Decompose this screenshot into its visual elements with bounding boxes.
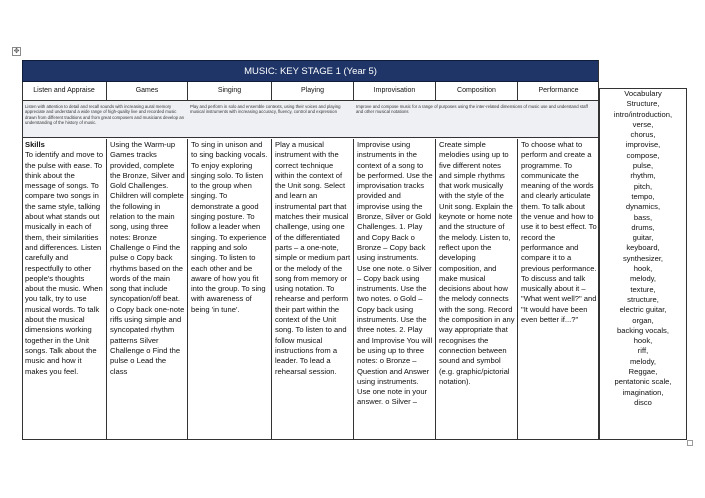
vocabulary-item: melody, — [629, 356, 657, 366]
cell-games — [106, 139, 187, 440]
music-curriculum-table — [22, 60, 687, 440]
header-improvisation: Improvisation — [353, 82, 435, 100]
vocabulary-item: hook, — [633, 336, 653, 346]
vocabulary-item: hook, — [633, 264, 653, 274]
vocabulary-item: bass, — [633, 212, 653, 222]
vocabulary-item: riff, — [637, 346, 649, 356]
header-singing: Singing — [187, 82, 271, 100]
vocabulary-item: compose, — [626, 150, 660, 160]
cell-games-text: Using the Warm-up Games tracks provided, complete the Bronze, Silver and Gold Challenges. Children will complete the following in relation to the main song, using three notes: Bronze Challenge o Find the pulse o Copy back rhythms based on the words of the main song that include syncopation/off beat. o Copy back one-note riffs using simple and syncopated rhythm patterns Silver Challenge o Find the pulse o Lead the class — [110, 140, 185, 376]
table-move-handle[interactable]: ✥ — [13, 48, 20, 55]
vocabulary-item: verse, — [632, 119, 654, 129]
header-performance: Performance — [517, 82, 599, 100]
cell-improvisation — [353, 139, 435, 440]
vocabulary-item: drums, — [631, 222, 655, 232]
cell-performance — [517, 139, 599, 440]
vocabulary-item: guitar, — [632, 233, 654, 243]
vocabulary-item: electric guitar, — [619, 305, 667, 315]
cell-listen-text: To identify and move to the pulse with ease. To think about the message of songs. To compare two songs in the same style, talking about what stands out musically in each of them, their similarities and differences. Listen carefully and respectfully to other people's thoughts about the music. When you talk, try to use musical words. To talk about the musical dimensions working together in the Unit songs. Talk about the music and how it makes you feel. — [25, 150, 104, 376]
vocabulary-item: melody, — [629, 274, 657, 284]
cell-singing-text: To sing in unison and to sing backing vocals. To enjoy exploring singing solo. To listen to the group when singing. To demonstrate a good singing posture. To follow a leader when singing. To experience rapping and solo singing. To listen to each other and be aware of how you fit into the group. To sing with awareness of being 'in tune'. — [191, 140, 268, 314]
cell-composition — [435, 139, 517, 440]
vocabulary-heading: Vocabulary — [624, 89, 662, 98]
cell-composition-text: Create simple melodies using up to five different notes and simple rhythms that work musically with the style of the Unit song. Explain the keynote or home note and the structure of the melody. Listen to, reflect upon the developing composition, and make musical decisions about how the melody connects with the song. Record the composition in any way appropriate that recognises the connection between sound and symbol (e.g. graphic/pictorial notation). — [439, 140, 515, 386]
vocabulary-item: rhythm, — [630, 171, 656, 181]
vocabulary-item: pentatonic scale, — [614, 377, 672, 387]
vocabulary-item: pulse, — [632, 161, 654, 171]
table-border-right — [598, 60, 599, 440]
header-listen-appraise: Listen and Appraise — [22, 82, 106, 100]
cell-playing-text: Play a musical instrument with the correct technique within the context of the Unit song. Select and learn an instrumental part that matches their musical challenge, using one of the differentiated parts – a one-note, simple or medium part or the melody of the song from memory or using notation. To rehearse and perform their part within the context of the Unit song. To listen to and follow musical instructions from a leader. To lead a rehearsal session. — [275, 140, 351, 376]
vocabulary-item: dynamics, — [625, 202, 661, 212]
header-games: Games — [106, 82, 187, 100]
vocabulary-item: synthesizer, — [622, 253, 664, 263]
vocabulary-item: backing vocals, — [617, 325, 669, 335]
vocabulary-item: keyboard, — [626, 243, 660, 253]
table-resize-handle[interactable] — [687, 440, 693, 446]
descriptions-row — [22, 100, 599, 138]
cell-listen-appraise — [22, 139, 106, 440]
cell-improvisation-text: Improvise using instruments in the context of a song to be performed. Use the improvisation tracks provided and improvise using the Bronze, Silver or Gold Challenges. 1. Play and Copy Back o Bronze – Copy back using instruments. Use one note. o Silver – Copy back using instruments. Use the two notes. o Gold – Copy back using instruments. Use the three notes. 2. Play and Improvise You will be using up to three notes: o Bronze – Question and Answer using instruments. Use one note in your answer. o Silver – — [357, 140, 433, 407]
vocabulary-item: improvise, — [625, 140, 661, 150]
vocabulary-item: Structure, — [626, 99, 660, 109]
vocabulary-item: tempo, — [631, 191, 655, 201]
content-row — [22, 139, 599, 440]
description-listen: Listen with attention to detail and recall sounds with increasing aural memory appreciate and understand a wide range of high-quality live and recorded music drawn from different traditions and from great composers and musicians develop an understanding of the history of music. — [25, 104, 184, 126]
header-playing: Playing — [271, 82, 353, 100]
skills-label: Skills — [25, 140, 45, 149]
vocabulary-item: texture, — [630, 284, 656, 294]
cell-performance-text: To choose what to perform and create a programme. To communicate the meaning of the words and clearly articulate them. To talk about the venue and how to use it to best effect. To record the performance and compare it to a previous performance. To discuss and talk musically about it – "What went well?" and "It would have been even better if...?" — [521, 140, 597, 325]
column-headers — [22, 82, 599, 100]
vocabulary-item: imagination, — [622, 387, 664, 397]
description-sing-play: Play and perform in solo and ensemble contexts, using their voices and playing musical instruments with increasing accuracy, fluency, control and expression — [190, 104, 341, 115]
cell-playing — [271, 139, 353, 440]
table-border-left — [22, 82, 23, 440]
header-composition: Composition — [435, 82, 517, 100]
vocabulary-item: Reggae, — [628, 367, 658, 377]
table-title: MUSIC: KEY STAGE 1 (Year 5) — [22, 60, 599, 82]
vocabulary-item: structure, — [627, 294, 659, 304]
description-improv-comp: Improve and compose music for a range of purposes using the inter-related dimensions of music use and understand staff and other musical notations — [356, 104, 588, 115]
vocabulary-item: chorus, — [630, 130, 656, 140]
cell-singing — [187, 139, 271, 440]
vocabulary-item: organ, — [632, 315, 654, 325]
table-border-bottom — [22, 439, 687, 440]
vocabulary-item: intro/introduction, — [613, 109, 673, 119]
vocabulary-item: disco — [634, 397, 652, 407]
vocabulary-column — [599, 88, 687, 440]
vocabulary-item: pitch, — [633, 181, 653, 191]
